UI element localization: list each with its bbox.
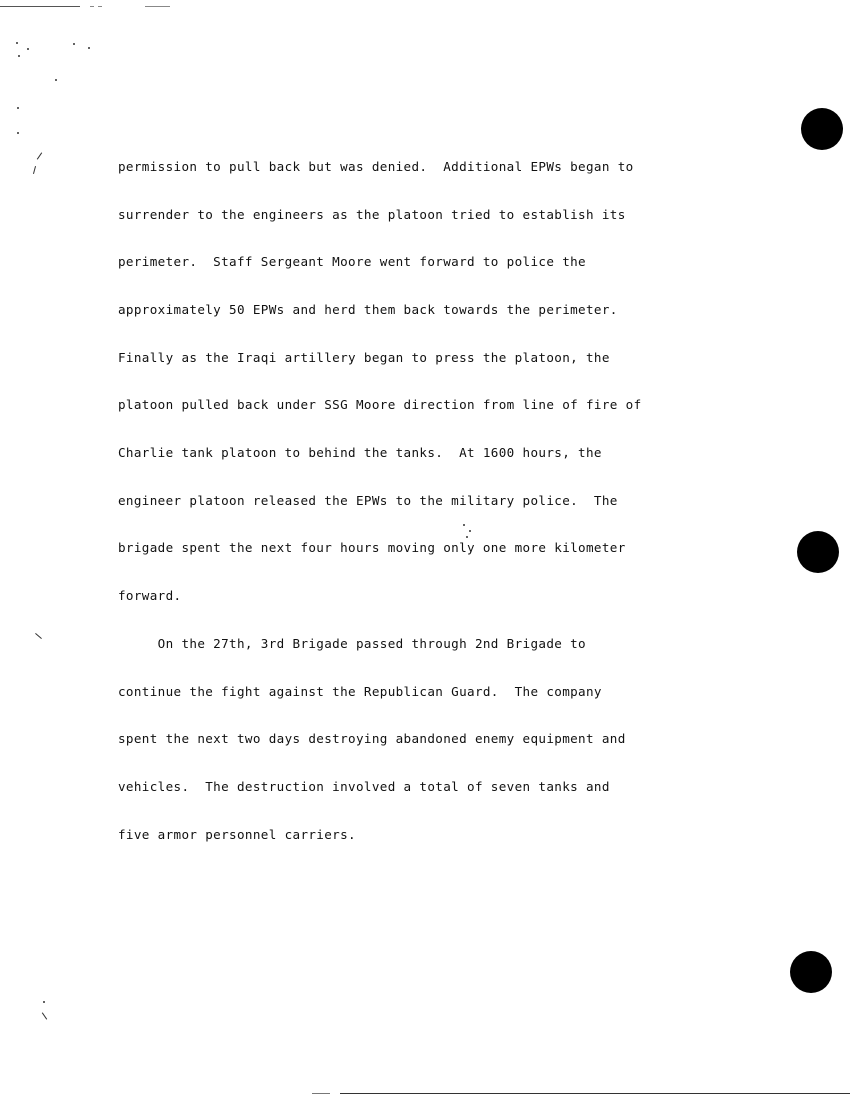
scan-speck	[73, 43, 75, 45]
scan-speck	[16, 42, 18, 44]
text-line: platoon pulled back under SSG Moore direction from line of fire of	[118, 397, 642, 413]
punch-hole-bottom	[790, 951, 832, 993]
scan-mark	[33, 166, 36, 174]
scan-speck	[17, 107, 19, 109]
scan-speck	[88, 47, 90, 49]
scan-mark	[42, 1012, 47, 1019]
text-line: Finally as the Iraqi artillery began to press the platoon, the	[118, 349, 610, 365]
scan-speck	[55, 79, 57, 81]
body-text	[118, 127, 678, 874]
text-line: engineer platoon released the EPWs to the military police. The	[118, 492, 618, 508]
scan-speck	[43, 1001, 45, 1003]
text-line: forward.	[118, 588, 182, 604]
scan-mark	[35, 633, 42, 639]
top-edge-dash	[90, 6, 94, 7]
text-line: continue the fight against the Republican Guard. The company	[118, 683, 602, 699]
text-line: perimeter. Staff Sergeant Moore went forward to police the	[118, 254, 586, 270]
text-line: brigade spent the next four hours moving only one more kilometer	[118, 540, 626, 556]
text-line: surrender to the engineers as the platoon tried to establish its	[118, 206, 626, 222]
text-line: approximately 50 EPWs and herd them back towards the perimeter.	[118, 301, 618, 317]
punch-hole-middle	[797, 531, 839, 573]
top-edge-dash	[98, 6, 102, 7]
text-line: permission to pull back but was denied. Additional EPWs began to	[118, 158, 634, 174]
scan-mark	[37, 152, 42, 159]
scan-speck	[18, 55, 20, 57]
text-line: spent the next two days destroying abandoned enemy equipment and	[118, 731, 626, 747]
punch-hole-top	[801, 108, 843, 150]
text-line: Charlie tank platoon to behind the tanks. At 1600 hours, the	[118, 445, 602, 461]
bottom-edge-dash	[312, 1093, 330, 1094]
top-edge-dash	[145, 6, 170, 7]
text-line: five armor personnel carriers.	[118, 826, 356, 842]
top-edge-line	[0, 6, 80, 7]
scan-speck	[17, 132, 19, 134]
scan-speck	[27, 48, 29, 50]
bottom-edge-line	[340, 1093, 850, 1094]
text-line: On the 27th, 3rd Brigade passed through 2nd Brigade to	[118, 635, 586, 651]
text-line: vehicles. The destruction involved a total of seven tanks and	[118, 778, 610, 794]
